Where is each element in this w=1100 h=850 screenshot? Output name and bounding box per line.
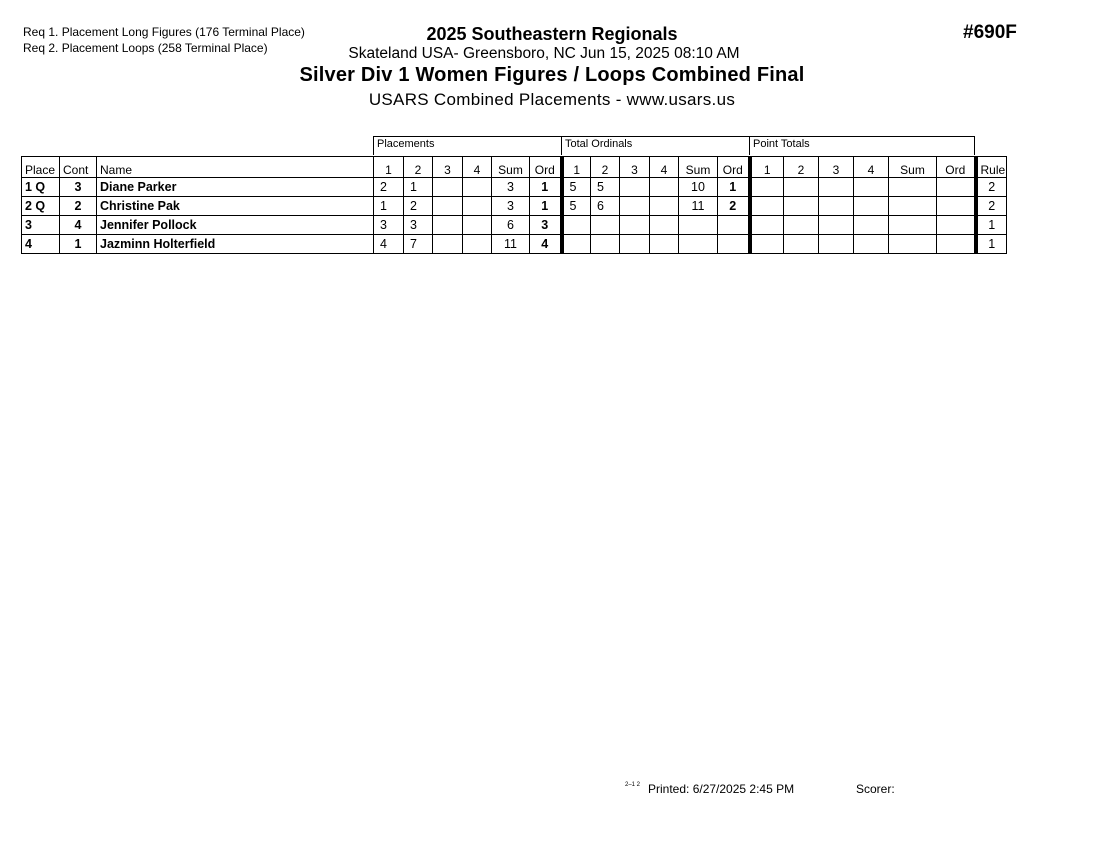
cell-rule: 1 [976,216,1007,235]
cell-p3 [433,235,463,254]
column-header-place: Place [22,157,60,178]
cell-tsum [679,235,718,254]
table-row [22,178,1007,197]
cell-t1: 5 [562,197,591,216]
cell-t1: 5 [562,178,591,197]
requirement-1: Req 1. Placement Long Figures (176 Terminal Place) [23,25,305,39]
cell-p2: 1 [404,178,433,197]
requirement-2: Req 2. Placement Loops (258 Terminal Place) [23,41,268,55]
cell-cont: 1 [60,235,97,254]
cell-t3 [620,235,650,254]
cell-cont: 2 [60,197,97,216]
scorer-label: Scorer: [856,782,895,796]
footer-code: 2–1 2 [625,782,641,788]
column-header-p2: 2 [404,157,433,178]
cell-cont: 4 [60,216,97,235]
cell-t2: 5 [591,178,620,197]
cell-tord: 1 [718,178,750,197]
column-header-name: Name [97,157,374,178]
cell-p1: 4 [374,235,404,254]
cell-tsum: 10 [679,178,718,197]
group-header-total-ordinals: Total Ordinals [561,136,749,155]
column-header-p1: 1 [374,157,404,178]
cell-pt2 [784,216,819,235]
cell-pord: 1 [530,178,562,197]
column-header-tord: Ord [718,157,750,178]
cell-t1 [562,216,591,235]
cell-p2: 7 [404,235,433,254]
cell-pt4 [854,235,889,254]
cell-pord: 1 [530,197,562,216]
column-header-p4: 4 [463,157,492,178]
cell-tsum [679,216,718,235]
cell-p1: 3 [374,216,404,235]
cell-t3 [620,197,650,216]
cell-name: Diane Parker [97,178,374,197]
cell-place: 2 Q [22,197,60,216]
cell-t1 [562,235,591,254]
group-header-placements: Placements [373,136,561,155]
cell-p2: 3 [404,216,433,235]
cell-p2: 2 [404,197,433,216]
cell-tsum: 11 [679,197,718,216]
cell-t4 [650,216,679,235]
cell-t4 [650,197,679,216]
cell-pt4 [854,178,889,197]
cell-p4 [463,216,492,235]
cell-p3 [433,216,463,235]
cell-ptsum [889,235,937,254]
column-header-ptord: Ord [937,157,976,178]
cell-pt1 [750,197,784,216]
column-header-pt3: 3 [819,157,854,178]
cell-psum: 11 [492,235,530,254]
cell-ptsum [889,178,937,197]
cell-t3 [620,216,650,235]
cell-pt3 [819,216,854,235]
cell-rule: 2 [976,178,1007,197]
subtitle: USARS Combined Placements - www.usars.us [368,90,736,109]
cell-t3 [620,178,650,197]
cell-cont: 3 [60,178,97,197]
table-row [22,235,1007,254]
cell-p4 [463,178,492,197]
table-row [22,216,1007,235]
cell-ptsum [889,216,937,235]
cell-rule: 1 [976,235,1007,254]
cell-name: Jennifer Pollock [97,216,374,235]
column-header-rule: Rule [976,157,1007,178]
cell-pt4 [854,216,889,235]
column-header-ptsum: Sum [889,157,937,178]
column-header-psum: Sum [492,157,530,178]
cell-ptord [937,197,976,216]
cell-p3 [433,178,463,197]
cell-pt1 [750,235,784,254]
cell-psum: 3 [492,197,530,216]
cell-p3 [433,197,463,216]
cell-pt3 [819,235,854,254]
column-header-t2: 2 [591,157,620,178]
results-table [21,156,1007,254]
column-header-cont: Cont [60,157,97,178]
column-header-pt2: 2 [784,157,819,178]
cell-ptord [937,216,976,235]
cell-ptord [937,178,976,197]
cell-ptsum [889,197,937,216]
cell-rule: 2 [976,197,1007,216]
cell-name: Christine Pak [97,197,374,216]
column-header-t3: 3 [620,157,650,178]
column-header-row [22,157,1007,178]
cell-pt1 [750,216,784,235]
cell-pt2 [784,178,819,197]
cell-pt2 [784,235,819,254]
cell-t2 [591,235,620,254]
printed-timestamp: Printed: 6/27/2025 2:45 PM [648,782,795,796]
cell-place: 4 [22,235,60,254]
venue-date: Skateland USA- Greensboro, NC Jun 15, 2025 08:10 AM [348,45,740,62]
competition-title: 2025 Southeastern Regionals [426,24,678,44]
column-header-pt4: 4 [854,157,889,178]
cell-place: 3 [22,216,60,235]
cell-tord: 2 [718,197,750,216]
cell-p4 [463,197,492,216]
cell-t4 [650,235,679,254]
column-header-p3: 3 [433,157,463,178]
cell-psum: 6 [492,216,530,235]
cell-name: Jazminn Holterfield [97,235,374,254]
column-header-t1: 1 [562,157,591,178]
group-header-point-totals: Point Totals [749,136,975,155]
event-title: Silver Div 1 Women Figures / Loops Combined Final [299,64,805,86]
cell-ptord [937,235,976,254]
cell-p1: 1 [374,197,404,216]
cell-tord [718,235,750,254]
cell-pt3 [819,178,854,197]
event-number: #690F [963,22,1017,43]
table-row [22,197,1007,216]
column-header-pord: Ord [530,157,562,178]
cell-pt1 [750,178,784,197]
cell-p4 [463,235,492,254]
cell-p1: 2 [374,178,404,197]
cell-t4 [650,178,679,197]
cell-pt2 [784,197,819,216]
cell-pord: 4 [530,235,562,254]
cell-place: 1 Q [22,178,60,197]
column-header-tsum: Sum [679,157,718,178]
column-header-t4: 4 [650,157,679,178]
cell-pord: 3 [530,216,562,235]
cell-t2: 6 [591,197,620,216]
cell-tord [718,216,750,235]
cell-psum: 3 [492,178,530,197]
cell-t2 [591,216,620,235]
cell-pt3 [819,197,854,216]
column-header-pt1: 1 [750,157,784,178]
cell-pt4 [854,197,889,216]
